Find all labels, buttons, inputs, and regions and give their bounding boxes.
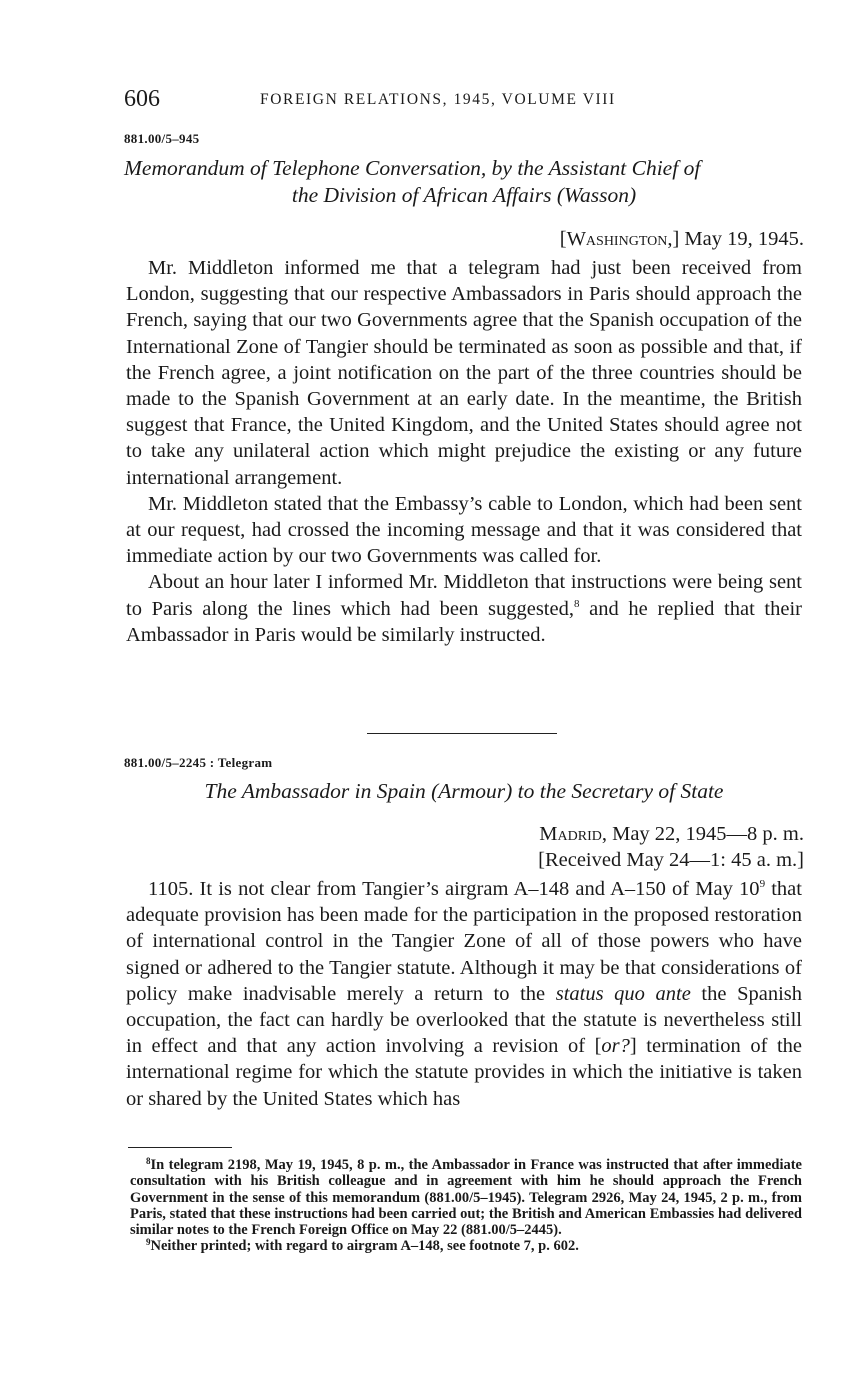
doc2-dateline-date: May 22, 1945—8 p. m.: [606, 823, 804, 845]
running-head-title: FOREIGN RELATIONS, 1945, VOLUME VIII: [260, 91, 616, 108]
doc2-received: [Received May 24—1: 45 a. m.]: [538, 849, 804, 871]
doc2-title-text: The Ambassador in Spain (Armour) to the Secretary of State: [204, 779, 724, 803]
footnote-8: [130, 1157, 802, 1238]
doc2-dateline: [539, 821, 804, 847]
doc1-title: [124, 155, 804, 209]
doc1-dateline: [560, 226, 804, 252]
doc1-paragraph-3-text-b: and he replied that their Ambassador in Paris would be similarly instructed.: [126, 597, 803, 646]
doc2-text-status-quo: status quo ante: [555, 982, 691, 1005]
doc1-paragraph-1: Mr. Middleton informed me that a telegram had just been received from London, suggesting that our respective Ambassadors in Paris should approach the French, saying that our two Governments agree that the Spanish occupation of the International Zone of Tangier should be terminated as soon as possible and that, if the French agree, a joint notification on the part of the three countries should be made to the Spanish Government at an early date. In the meantime, the British suggest that France, the United Kingdom, and the United States should agree not to take any unilateral action which might prejudice the existing or any future international arrangement.: [126, 257, 802, 489]
doc1-file-number: 881.00/5–945: [124, 131, 200, 146]
doc1-paragraph-2: Mr. Middleton stated that the Embassy’s cable to London, which had been sent at our request, had crossed the incoming message and that it was considered that immediate action by our two Governments was called for.: [126, 492, 802, 568]
footnote-rule: [128, 1147, 232, 1148]
doc2-dateline-place: Madrid,: [539, 823, 607, 845]
footnotes: [130, 1157, 802, 1255]
doc2-paragraph: [126, 876, 802, 1112]
footnote-ref-9: 9: [759, 878, 766, 890]
doc1-paragraph-3: [126, 569, 802, 648]
doc1-title-line1: Memorandum of Telephone Conversation, by the Assistant Chief of: [124, 156, 701, 180]
doc2-text-d: ] termination of the international regime for which the statute provides in which the initiative is taken or shared by the United States which has: [126, 1035, 802, 1110]
doc2-body: [126, 876, 802, 1112]
doc2-file-number: 881.00/5–2245 : Telegram: [124, 755, 273, 770]
footnote-9-text: Neither printed; with regard to airgram A–148, see footnote 7, p. 602.: [150, 1238, 579, 1255]
doc2-text-or: or?: [601, 1035, 630, 1058]
footnote-8-mark: 8: [146, 1156, 151, 1166]
footnote-ref-8: 8: [573, 597, 580, 610]
doc1-dateline-date: May 19, 1945.: [679, 228, 804, 250]
running-head: [124, 86, 804, 116]
footnote-9-mark: 9: [146, 1237, 151, 1248]
footnote-9: [130, 1238, 802, 1254]
doc1-body: [126, 255, 802, 648]
doc2-title: [124, 778, 804, 805]
page-number: 606: [124, 86, 160, 112]
doc2-text-b: that adequate provision has been made for the participation in the proposed restoration of international control in the Tangier Zone of all of those powers who have signed or adhered to the Tangier statute. Although it may be that considerations of policy make inadvisable merely a return to the: [126, 878, 802, 1005]
footnote-8-text: In telegram 2198, May 19, 1945, 8 p. m., the Ambassador in France was instructed that after immediate consultation with his British colleague and in agreement with him he should approach the French Government in the sense of this memorandum (881.00/5–1945). Telegram 2926, May 24, 1945, 2 p. m., from Paris, stated that these instructions had been carried out; the British and American Embassies had delivered similar notes to the French Foreign Office on May 22 (881.00/5–2445).: [130, 1157, 802, 1239]
doc1-paragraph-3-text-a: About an hour later I informed Mr. Middleton that instructions were being sent to Paris along the lines which had been suggested,: [126, 571, 802, 620]
doc2-text-a: 1105. It is not clear from Tangier’s airgram A–148 and A–150 of May 10: [148, 878, 760, 900]
doc1-dateline-place: [Washington,]: [559, 228, 680, 250]
doc2-text-c: the Spanish occupation, the fact can hardly be overlooked that the statute is nevertheless still in effect and that any action involving a revision of [: [126, 982, 802, 1058]
doc1-title-line2: the Division of African Affairs (Wasson): [291, 183, 637, 207]
section-divider: [367, 733, 557, 734]
